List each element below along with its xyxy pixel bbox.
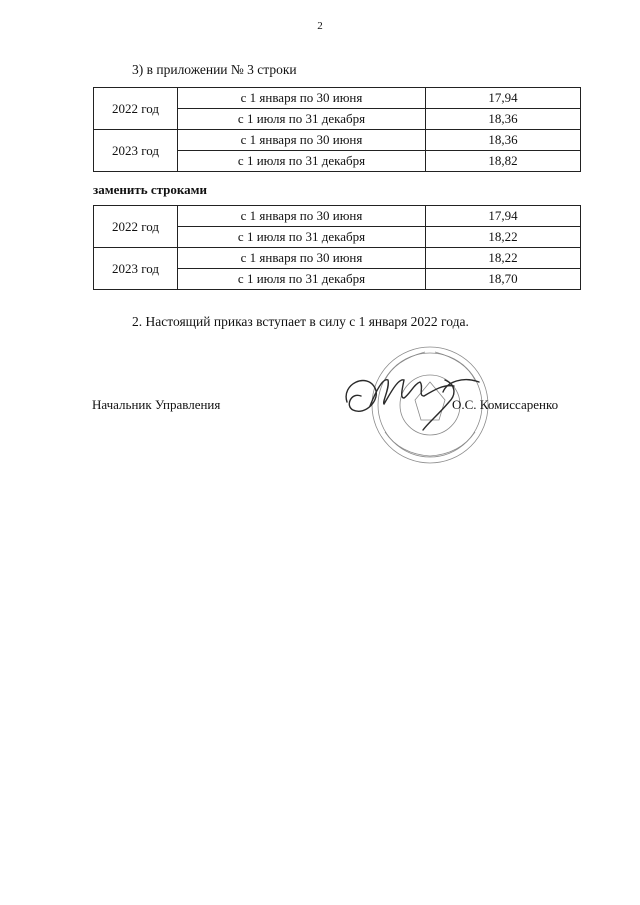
value-cell: 17,94: [426, 206, 581, 227]
value-cell: 18,22: [426, 248, 581, 269]
year-cell: 2022 год: [94, 206, 178, 248]
signatory-name: О.С. Комиссаренко: [452, 397, 559, 412]
period-cell: с 1 июля по 31 декабря: [178, 109, 426, 130]
value-cell: 17,94: [426, 88, 581, 109]
effective-clause: 2. Настоящий приказ вступает в силу с 1 января 2022 года.: [132, 314, 469, 329]
old-rates-table: [93, 87, 581, 172]
period-cell: с 1 января по 30 июня: [178, 130, 426, 151]
new-rates-table: [93, 205, 581, 290]
period-cell: с 1 января по 30 июня: [178, 88, 426, 109]
period-cell: с 1 января по 30 июня: [178, 206, 426, 227]
value-cell: 18,36: [426, 130, 581, 151]
year-cell: 2022 год: [94, 88, 178, 130]
page-number: 2: [317, 20, 323, 32]
section-heading: 3) в приложении № 3 строки: [132, 62, 297, 77]
replace-label: заменить строками: [93, 182, 208, 197]
table-row: [94, 130, 581, 151]
year-cell: 2023 год: [94, 248, 178, 290]
signatory-title: Начальник Управления: [92, 397, 221, 412]
table-row: [94, 206, 581, 227]
value-cell: 18,22: [426, 227, 581, 248]
period-cell: с 1 июля по 31 декабря: [178, 151, 426, 172]
value-cell: 18,36: [426, 109, 581, 130]
table-row: [94, 248, 581, 269]
period-cell: с 1 июля по 31 декабря: [178, 269, 426, 290]
period-cell: с 1 июля по 31 декабря: [178, 227, 426, 248]
value-cell: 18,70: [426, 269, 581, 290]
year-cell: 2023 год: [94, 130, 178, 172]
period-cell: с 1 января по 30 июня: [178, 248, 426, 269]
value-cell: 18,82: [426, 151, 581, 172]
table-row: [94, 88, 581, 109]
